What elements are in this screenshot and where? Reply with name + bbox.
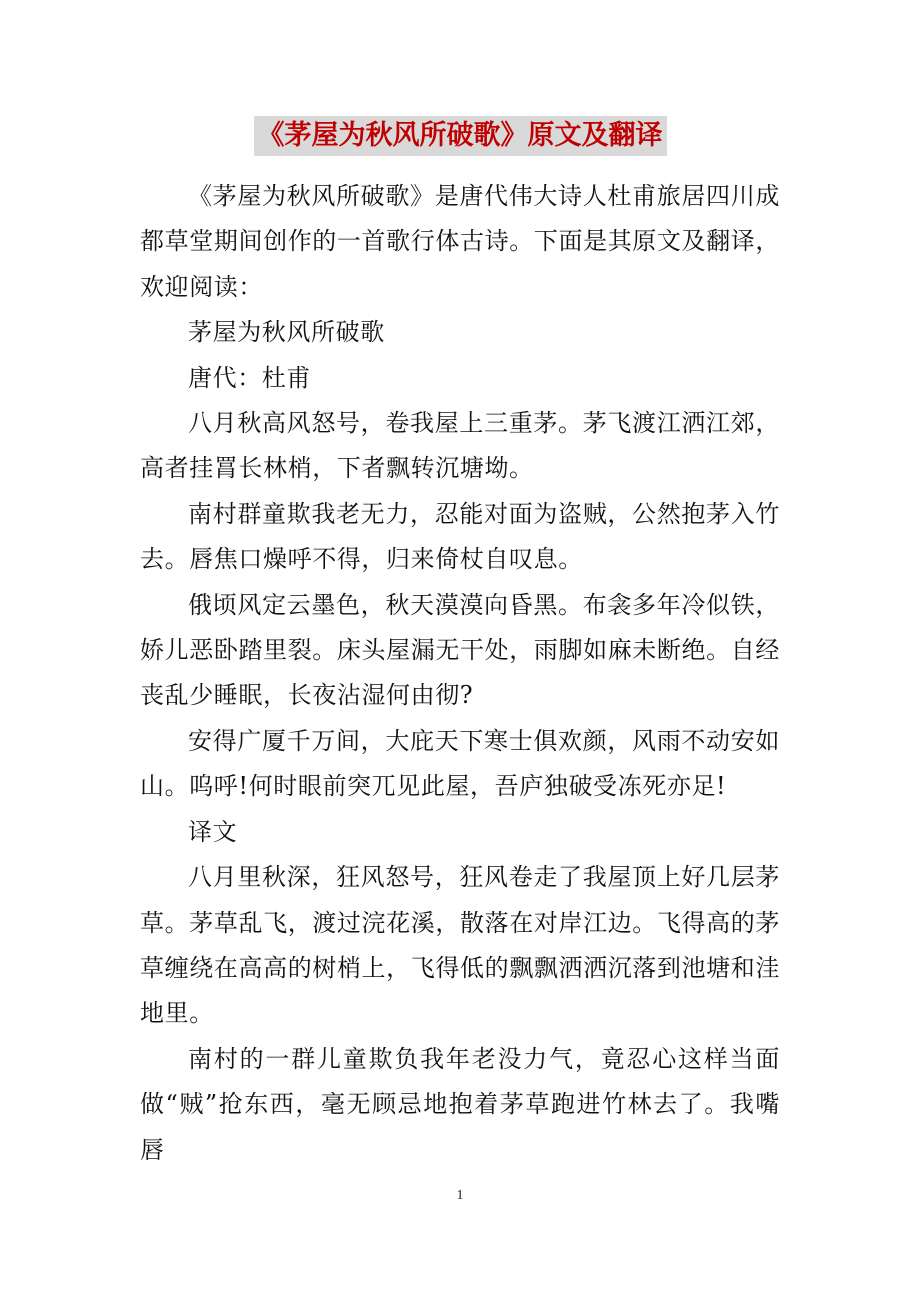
poem-stanza-2: 南村群童欺我老无力，忍能对面为盗贼，公然抱茅入竹去。唇焦口燥呼不得，归来倚杖自叹息。 [140, 499, 780, 574]
title-container [0, 116, 920, 156]
intro-paragraph: 《茅屋为秋风所破歌》是唐代伟大诗人杜甫旅居四川成都草堂期间创作的一首歌行体古诗。下面是其原文及翻译，欢迎阅读： [140, 182, 780, 301]
poem-title: 茅屋为秋风所破歌 [188, 318, 385, 347]
translation-paragraph-2: 南村的一群儿童欺负我年老没力气，竟忍心这样当面做“贼”抢东西，毫无顾忌地抱着茅草跑进竹林去了。我嘴唇 [140, 1044, 780, 1164]
page-number: 1 [456, 1188, 464, 1203]
document-body [140, 174, 780, 1173]
translation-heading: 译文 [188, 817, 238, 846]
poem-stanza-3: 俄顷风定云墨色，秋天漠漠向昏黑。布衾多年冷似铁，娇儿恶卧踏里裂。床头屋漏无干处，雨脚如麻未断绝。自经丧乱少睡眠，长夜沾湿何由彻? [140, 590, 780, 710]
translation-paragraph-1: 八月里秋深，狂风怒号，狂风卷走了我屋顶上好几层茅草。茅草乱飞，渡过浣花溪，散落在对岸江边。飞得高的茅草缠绕在高高的树梢上，飞得低的飘飘洒洒沉落到池塘和洼地里。 [140, 863, 780, 1028]
poem-stanza-4: 安得广厦千万间，大庇天下寒士俱欢颜，风雨不动安如山。呜呼!何时眼前突兀见此屋，吾庐独破受冻死亦足! [140, 726, 780, 801]
poem-author: 唐代：杜甫 [188, 363, 311, 392]
poem-stanza-1: 八月秋高风怒号，卷我屋上三重茅。茅飞渡江洒江郊，高者挂罥长林梢，下者飘转沉塘坳。 [140, 409, 780, 483]
document-title: 《茅屋为秋风所破歌》原文及翻译 [254, 116, 667, 156]
